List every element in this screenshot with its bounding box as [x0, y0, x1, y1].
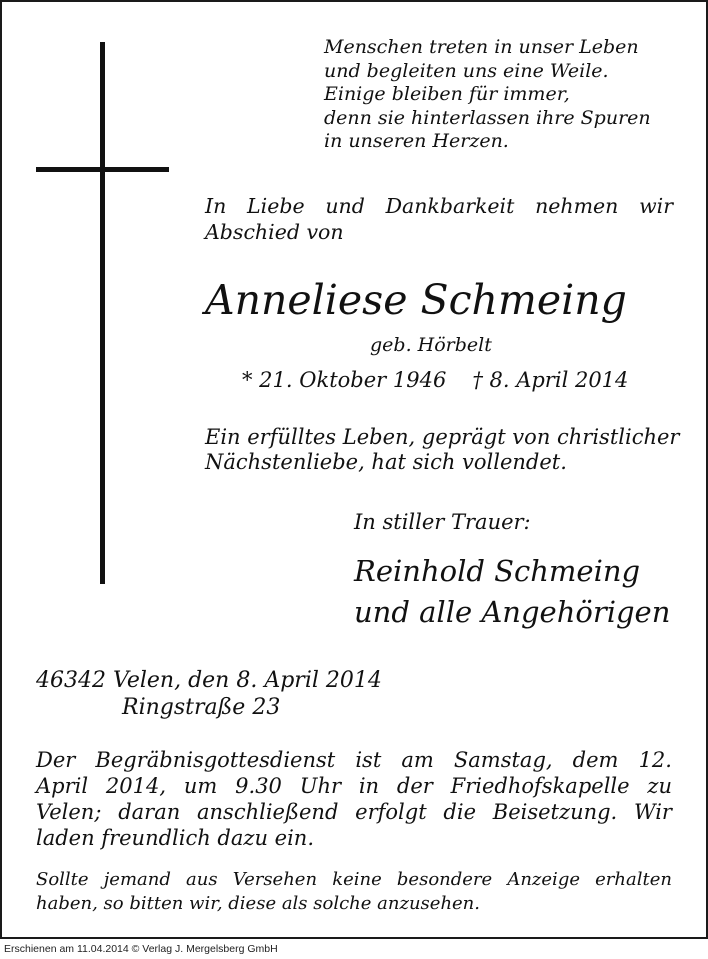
service-word: April — [36, 774, 89, 798]
service-word: Uhr — [299, 774, 342, 798]
deceased-name: Anneliese Schmeing — [205, 276, 627, 324]
service-word: dem — [572, 748, 619, 772]
service-line: laden freundlich dazu ein. — [36, 826, 315, 850]
cross-icon-vertical-beam — [100, 42, 105, 584]
service-word: 2014, — [105, 774, 167, 798]
death-date: † 8. April 2014 — [472, 368, 629, 392]
poem-line: und begleiten uns eine Weile. — [324, 59, 609, 82]
poem-line: denn sie hinterlassen ihre Spuren — [324, 106, 651, 129]
address-block — [36, 667, 382, 721]
intro-word: wir — [639, 194, 673, 218]
intro-word: Liebe — [247, 194, 305, 218]
life-dates — [242, 367, 628, 393]
service-word: Der — [36, 748, 76, 772]
notice-word: keine — [332, 869, 382, 890]
life-statement — [205, 425, 680, 475]
notice-word: erhalten — [595, 869, 672, 890]
service-word: um — [183, 774, 218, 798]
service-word: daran — [118, 800, 181, 824]
service-word: 9.30 — [235, 774, 282, 798]
notice-text — [36, 868, 672, 916]
farewell-intro-line: Abschied von — [205, 220, 344, 244]
poem-line: Einige bleiben für immer, — [324, 83, 570, 105]
notice-word: Versehen — [232, 869, 318, 890]
birth-date: * 21. Oktober 1946 — [242, 368, 447, 392]
cross-icon-horizontal-beam — [36, 167, 169, 172]
notice-word: aus — [186, 869, 218, 890]
service-word: Begräbnisgottesdienst — [95, 748, 336, 772]
farewell-intro — [205, 193, 673, 245]
service-word: Velen; — [36, 800, 102, 824]
service-word: Friedhofskapelle — [450, 774, 630, 798]
service-word: am — [401, 748, 434, 772]
service-word: ist — [355, 748, 382, 772]
service-line — [36, 799, 672, 825]
intro-word: und — [325, 194, 365, 218]
service-word: 12. — [638, 748, 672, 772]
service-word: in — [358, 774, 380, 798]
publication-footer: Erschienen am 11.04.2014 © Verlag J. Mergelsberg GmbH — [0, 939, 708, 959]
life-statement-line: Nächstenliebe, hat sich vollendet. — [205, 450, 567, 474]
mourning-label: In stiller Trauer: — [354, 510, 531, 534]
notice-word: Sollte — [36, 869, 89, 890]
mourner-name: und alle Angehörigen — [354, 595, 671, 629]
service-word: erfolgt — [355, 800, 427, 824]
notice-word: besondere — [396, 869, 493, 890]
poem-line: in unseren Herzen. — [324, 130, 509, 152]
farewell-intro-line — [205, 193, 673, 219]
service-line — [36, 747, 672, 773]
life-statement-line: Ein erfülltes Leben, geprägt von christlicher — [205, 425, 680, 449]
intro-word: In — [205, 194, 227, 218]
service-word: zu — [647, 774, 672, 798]
intro-word: nehmen — [535, 194, 619, 218]
street-address: Ringstraße 23 — [122, 695, 281, 720]
service-word: anschließend — [197, 800, 339, 824]
funeral-service-text — [36, 747, 672, 851]
service-word: Beisetzung. — [492, 800, 618, 824]
service-word: der — [396, 774, 433, 798]
notice-word: jemand — [103, 869, 171, 890]
service-word: die — [443, 800, 477, 824]
service-line — [36, 773, 672, 799]
place-date: 46342 Velen, den 8. April 2014 — [36, 668, 382, 693]
poem — [324, 36, 684, 154]
service-word: Wir — [634, 800, 672, 824]
maiden-name: geb. Hörbelt — [370, 334, 492, 356]
mourners — [354, 551, 670, 633]
notice-line — [36, 868, 672, 892]
poem-line: Menschen treten in unser Leben — [324, 36, 639, 58]
intro-word: Dankbarkeit — [385, 194, 515, 218]
notice-line: haben, so bitten wir, diese als solche anzusehen. — [36, 893, 480, 914]
service-word: Samstag, — [453, 748, 553, 772]
mourner-name: Reinhold Schmeing — [354, 554, 641, 588]
notice-word: Anzeige — [507, 869, 580, 890]
